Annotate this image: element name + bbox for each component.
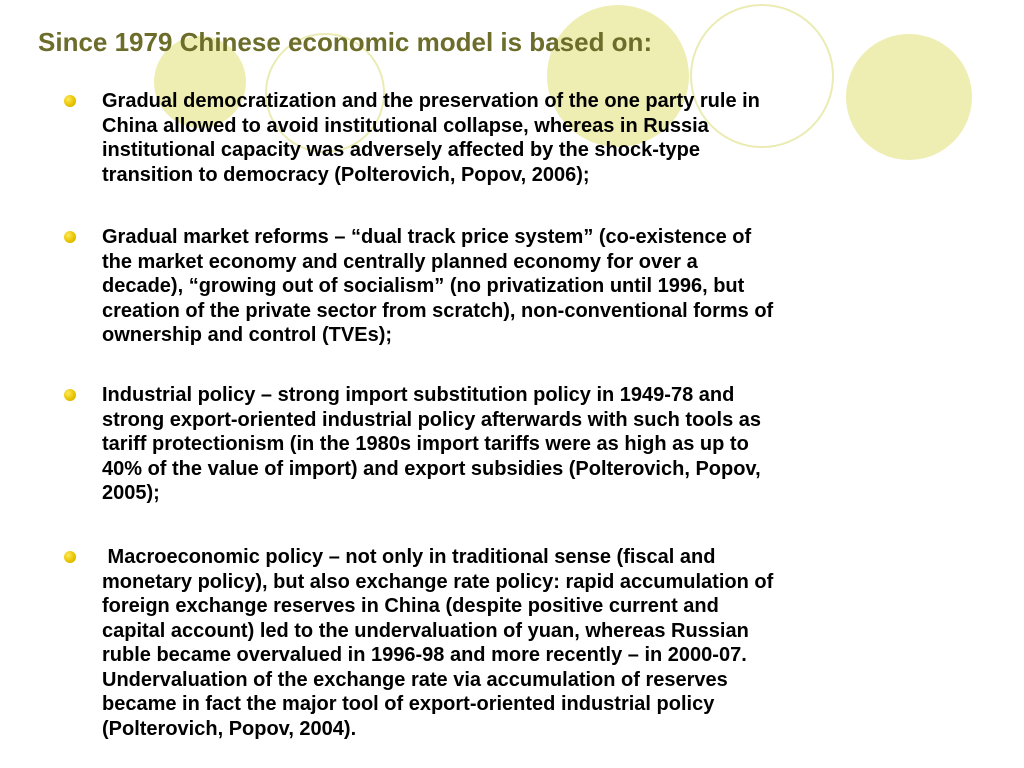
bullet-line: ownership and control (TVEs); bbox=[102, 324, 393, 346]
bullet-line: (Polterovich, Popov, 2004). bbox=[102, 717, 357, 740]
bullet-line: strong export-oriented industrial policy afterwards with such tools as bbox=[102, 408, 761, 431]
bullet-text bbox=[102, 545, 984, 741]
slide-title: Since 1979 Chinese economic model is based on: bbox=[38, 27, 653, 57]
bullet-dot-icon bbox=[64, 95, 76, 107]
bullet-dot-icon bbox=[64, 389, 76, 401]
bullet-line: 40% of the value of import) and export subsidies (Polterovich, Popov, bbox=[102, 457, 761, 480]
bullet-line: the market economy and centrally planned economy for over a bbox=[102, 250, 698, 273]
bullet-text bbox=[102, 89, 984, 187]
bullet-line: ruble became overvalued in 1996-98 and more recently – in 2000-07. bbox=[102, 644, 747, 666]
bullet-line: China allowed to avoid institutional collapse, whereas in Russia bbox=[102, 114, 709, 137]
bullet-line: creation of the private sector from scratch), non-conventional forms of bbox=[102, 299, 774, 322]
bullet-line: institutional capacity was adversely affected by the shock-type bbox=[102, 139, 700, 161]
bullet-line: transition to democracy (Polterovich, Popov, 2006); bbox=[102, 163, 590, 186]
bullet-line: monetary policy), but also exchange rate policy: rapid accumulation of bbox=[102, 570, 774, 593]
bullet-line: Undervaluation of the exchange rate via accumulation of reserves bbox=[102, 668, 728, 691]
bullet-text bbox=[102, 225, 984, 348]
bullet-dot-icon bbox=[64, 231, 76, 243]
bullet-line: tariff protectionism (in the 1980s import tariffs were as high as up to bbox=[102, 433, 749, 455]
bullet-line: foreign exchange reserves in China (despite positive current and bbox=[102, 595, 719, 617]
bullet-dot-icon bbox=[64, 551, 76, 563]
bullet-line: became in fact the major tool of export-oriented industrial policy bbox=[102, 693, 715, 715]
bullet-line: Industrial policy – strong import substitution policy in 1949-78 and bbox=[102, 384, 735, 406]
bullet-line: Macroeconomic policy – not only in traditional sense (fiscal and bbox=[102, 546, 716, 568]
bullet-line: capital account) led to the undervaluation of yuan, whereas Russian bbox=[102, 619, 749, 642]
bullet-line: Gradual democratization and the preservation of the one party rule in bbox=[102, 90, 760, 112]
bullet-text bbox=[102, 383, 984, 506]
bullet-line: decade), “growing out of socialism” (no privatization until 1996, but bbox=[102, 275, 745, 297]
bullet-line: Gradual market reforms – “dual track price system” (co-existence of bbox=[102, 226, 752, 248]
bullet-line: 2005); bbox=[102, 482, 160, 504]
